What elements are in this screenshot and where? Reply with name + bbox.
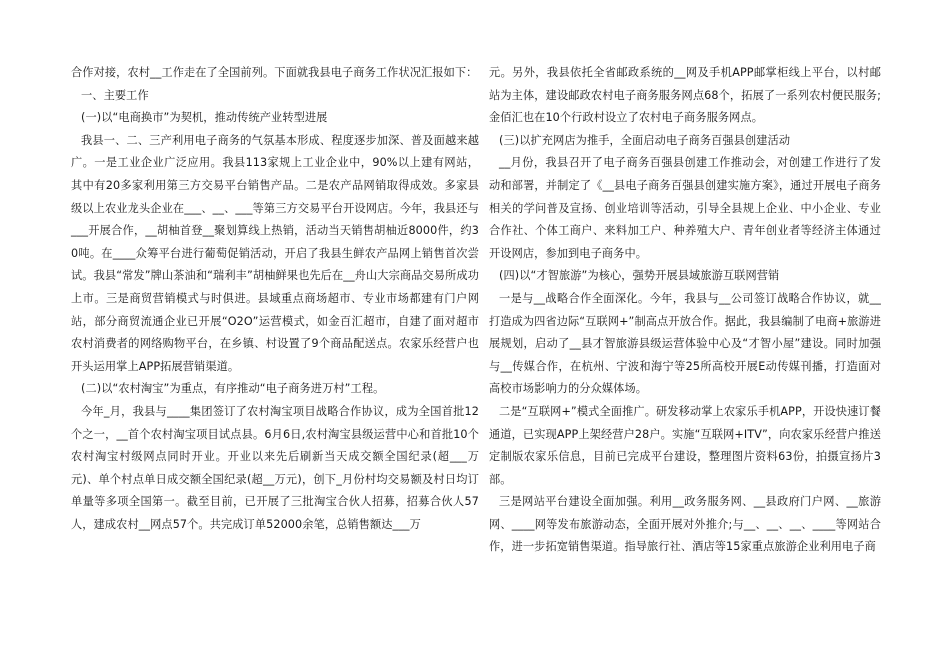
paragraph-top100-county: __月份，我县召开了电子商务百强县创建工作推动会，对创建工作进行了发动和部署，并制定了《__县电子商务百强县创建实施方案》，通过开展电子商务相关的学问普及宣扬、创业培训等活动，引导全县规上企业、中小企业、专业合作社、个体工商户、来料加工户、种养殖大户、青年创业者等经济主体通过开设网店，参加到电子商务中。 bbox=[489, 156, 881, 260]
left-column bbox=[71, 62, 479, 536]
paragraph-rural-taobao: 今年_月，我县与____集团签订了农村淘宝项目战略合作协议，成为全国首批12个之一，__首个农村淘宝项目试点县。6月6日,农村淘宝县级运营中心和首批10个农村淘宝村级网点同时开业。开业以来先后刷新当天成交额全国纪录(超___万元)、单个村点单日成交额全国纪录(超__万元)，创下_月份村均交易额及村日均订单量等多项全国第一。截至目前，已开展了三批淘宝合伙人招募，招募合伙人57人，建成农村__网点57个。共完成订单52000余笔，总销售额达___万 bbox=[71, 404, 479, 531]
paragraph-website-platform: 三是网站平台建设全面加强。利用__政务服务网、__县政府门户网、__旅游网、____网等发布旅游动态，全面开展对外推介;与__、__、__、____等网站合作，进一步拓宽销售渠道。指导旅行社、酒店等15家重点旅游企业利用电子商 bbox=[489, 495, 881, 554]
subheading-smart-tourism: (四)以“才智旅游”为核心，强势开展县域旅游互联网营销 bbox=[499, 269, 780, 283]
subheading-rural-taobao: (二)以“农村淘宝”为重点，有序推动“电子商务进万村”工程。 bbox=[81, 382, 385, 396]
paragraph-postal-network: 元。另外，我县依托全省邮政系统的__网及手机APP邮掌柜线上平台，以村邮站为主体，建设邮政农村电子商务服务网点68个，拓展了一系列农村便民服务;金佰汇也在10个行政村设立了农村电子商务服务网点。 bbox=[489, 66, 881, 125]
paragraph-strategic-cooperation: 一是与__战略合作全面深化。今年，我县与__公司签订战略合作协议，就__打造成为四省边际“互联网+”制高点开放合作。据此，我县编制了电商+旅游进展规划，启动了__县才智旅游县级运营体验中心及“才智小屋”建设。同时加强与__传媒合作，在杭州、宁波和海宁等25所高校开展E动传媒刊播，打造面对高校市场影响力的分众媒体场。 bbox=[489, 291, 881, 396]
paragraph-industry-ecommerce: 我县一、二、三产利用电子商务的气氛基本形成、程度逐步加深、普及面越来越广。一是工业企业广泛应用。我县113家规上工业企业中，90%以上建有网站，其中有20多家利用第三方交易平台销售产品。二是农产品网销取得成效。多家县级以上农业龙头企业在___、__、___等第三方交易平台开设网店。今年，我县还与___开展合作，__胡柚首登__聚划算线上热销，活动当天销售胡柚近8000件，约30吨。在____众筹平台进行葡萄促销活动，开启了我县生鲜农产品网上销售首次尝试。我县“常发”牌山茶油和“瑞利丰”胡柚鲜果也先后在__舟山大宗商品交易所成功上市。三是商贸营销模式与时俱进。县域重点商场超市、专业市场都建有门户网站，部分商贸流通企业已开展“O2O”运营模式，如金百汇超市，自建了面对超市农村消费者的网络购物平台，在乡镇、村设置了9个商品配送点。农家乐经营户也开头运用掌上APP拓展营销渠道。 bbox=[71, 133, 479, 373]
intro-paragraph: 合作对接，农村__工作走在了全国前列。下面就我县电子商务工作状况汇报如下： bbox=[71, 66, 478, 79]
section-heading-main-work: 一、主要工作 bbox=[81, 88, 149, 102]
paragraph-internet-plus: 二是“互联网+”模式全面推广。研发移动掌上农家乐手机APP，开设快速订餐通道，已实现APP上架经营户28户。实施“互联网+ITV”，向农家乐经营户推送定制版农家乐信息，目前已完成平台建设，整理图片资料63份，拍摄宣扬片3部。 bbox=[489, 404, 881, 486]
subheading-online-stores: (三)以扩充网店为推手，全面启动电子商务百强县创建活动 bbox=[499, 133, 791, 147]
right-column bbox=[489, 62, 881, 559]
subheading-ecommerce-market: (一)以“电商换市”为契机，推动传统产业转型进展 bbox=[81, 111, 328, 125]
